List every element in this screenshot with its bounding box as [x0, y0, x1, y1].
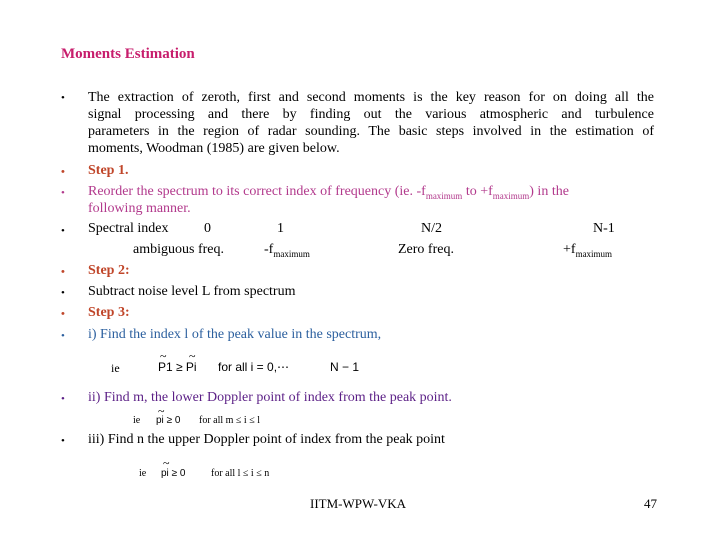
footer-text: IITM-WPW-VKA [310, 496, 407, 511]
freq-minus-max: $-f_{maximum}$ [264, 242, 310, 259]
freq-zero: Zero freq. [398, 242, 454, 257]
find-n-text: iii) Find n the upper Doppler point of index from the peak point [88, 432, 445, 447]
step3-label: Step 3: [88, 305, 130, 320]
intro-line: parameters in the region of radar sounding. The basic steps involved in the estimation of [88, 124, 654, 139]
find-peak-text: i) Find the index l of the peak value in the spectrum, [88, 327, 382, 342]
bullet-icon: • [61, 308, 65, 320]
bullet-icon: • [61, 225, 65, 237]
spectral-index-1: 1 [277, 221, 284, 236]
bullet-icon: • [61, 92, 65, 104]
bullet-icon: • [61, 393, 65, 405]
reorder-text: Reorder the spectrum to its correct index of frequency (ie. $-f_{maximum}$ to $+f_{maximum}$) in the [88, 184, 569, 201]
step1-label: Step 1. [88, 163, 129, 178]
bullet-icon: • [61, 435, 65, 447]
bullet-icon: • [61, 330, 65, 342]
tilde-mark: ~ [189, 349, 196, 363]
find-m-text: ii) Find m, the lower Doppler point of index from the peak point. [88, 390, 452, 405]
page-number: 47 [644, 496, 657, 511]
reorder-text-line2: following manner. [88, 201, 191, 216]
tilde-mark: ~ [158, 404, 165, 418]
freq-ambiguous: ambiguous freq. [133, 242, 224, 257]
tilde-mark: ~ [163, 456, 170, 470]
spectral-index-0: 0 [204, 221, 211, 236]
spectral-index-n2: N/2 [421, 221, 442, 236]
bullet-icon: • [61, 187, 65, 199]
bullet-icon: • [61, 266, 65, 278]
subtract-noise-text: Subtract noise level L from spectrum [88, 284, 296, 299]
intro-line: signal processing and there by finding out the various atmospheric and turbulence [88, 107, 654, 122]
freq-plus-max: $+f_{maximum}$ [563, 242, 613, 259]
slide-title: Moments Estimation [61, 46, 195, 62]
step2-label: Step 2: [88, 263, 130, 278]
bullet-icon: • [61, 166, 65, 178]
spectral-index-n1: N-1 [593, 221, 615, 236]
spectral-index-label: Spectral index [88, 221, 169, 236]
bullet-icon: • [61, 287, 65, 299]
tilde-mark: ~ [160, 349, 167, 363]
intro-line: The extraction of zeroth, first and second moments is the key reason for on doing all the [88, 90, 654, 105]
intro-line: moments, Woodman (1985) are given below. [88, 141, 340, 156]
